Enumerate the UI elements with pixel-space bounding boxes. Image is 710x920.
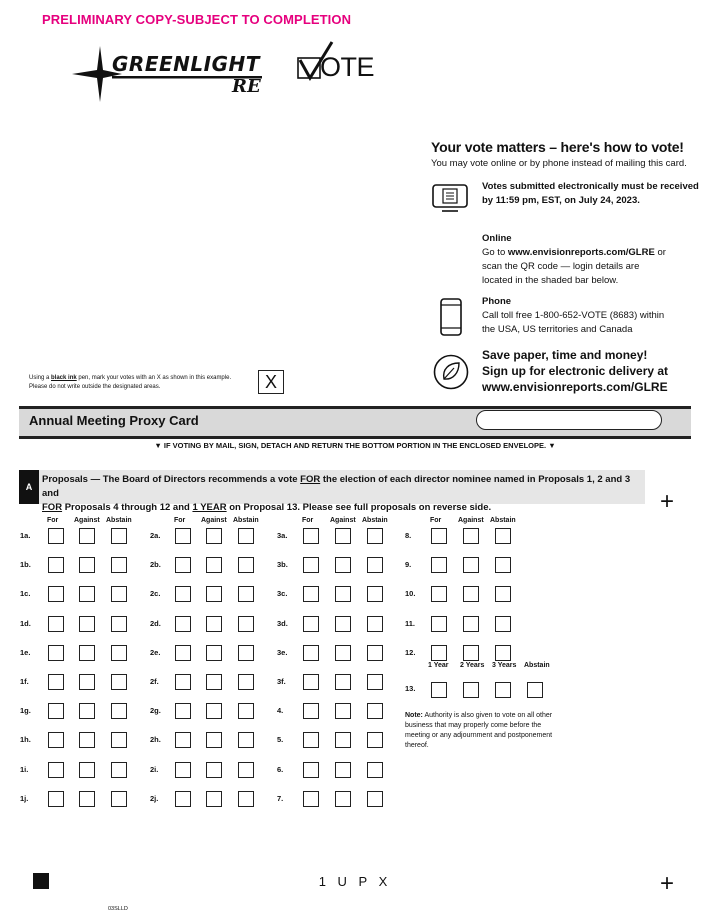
vote-abstain-checkbox[interactable]	[367, 645, 383, 661]
control-number-field	[476, 410, 662, 430]
electronic-delivery-promo: Save paper, time and money! Sign up for electronic delivery at www.envisionreports.com/GLRE	[482, 348, 669, 394]
vote-for-checkbox[interactable]	[48, 791, 64, 807]
vote-abstain-checkbox[interactable]	[238, 528, 254, 544]
vote-against-checkbox[interactable]	[79, 557, 95, 573]
vote-against-checkbox[interactable]	[335, 674, 351, 690]
proposal-label: 1b.	[20, 560, 31, 570]
vote-against-checkbox[interactable]	[335, 791, 351, 807]
proposal-label: 5.	[277, 735, 284, 745]
vote-abstain-checkbox[interactable]	[238, 732, 254, 748]
vote-abstain-checkbox[interactable]	[238, 674, 254, 690]
column-header-for: For	[47, 517, 59, 524]
vote-for-checkbox[interactable]	[303, 703, 319, 719]
vote-abstain-checkbox[interactable]	[238, 586, 254, 602]
frequency-2-years-checkbox[interactable]	[463, 682, 479, 698]
proposal-label: 3b.	[277, 560, 288, 570]
vote-abstain-checkbox[interactable]	[495, 616, 511, 632]
vote-for-checkbox[interactable]	[303, 674, 319, 690]
vote-abstain-checkbox[interactable]	[111, 616, 127, 632]
proposal-label: 1h.	[20, 735, 31, 745]
vote-against-checkbox[interactable]	[79, 791, 95, 807]
vote-abstain-checkbox[interactable]	[238, 703, 254, 719]
column-header-for: For	[430, 517, 442, 524]
vote-abstain-checkbox[interactable]	[238, 557, 254, 573]
vote-for-checkbox[interactable]	[175, 732, 191, 748]
electronic-delivery-url[interactable]: www.envisionreports.com/GLRE	[482, 380, 668, 394]
proposal-label: 13.	[405, 684, 416, 693]
column-header-against: Against	[458, 517, 484, 524]
proposal-label: 1d.	[20, 618, 31, 628]
column-header-abstain: Abstain	[490, 517, 516, 524]
vote-abstain-checkbox[interactable]	[495, 528, 511, 544]
vote-for-checkbox[interactable]	[175, 674, 191, 690]
proposal-label: 12.	[405, 647, 416, 657]
vote-against-checkbox[interactable]	[463, 557, 479, 573]
proposal-label: 1j.	[20, 793, 29, 803]
vote-logo-text: OTE	[320, 52, 375, 82]
vote-abstain-checkbox[interactable]	[367, 557, 383, 573]
vote-for-checkbox[interactable]	[48, 703, 64, 719]
vote-for-checkbox[interactable]	[303, 616, 319, 632]
proposal-label: 11.	[405, 618, 416, 628]
vote-abstain-checkbox[interactable]	[495, 586, 511, 602]
proposal-label: 2h.	[150, 735, 161, 745]
vote-for-checkbox[interactable]	[431, 528, 447, 544]
proposal-label: 1a.	[20, 531, 31, 540]
proposal-label: 1g.	[20, 706, 31, 716]
vote-matters-subheading: You may vote online or by phone instead of mailing this card.	[431, 158, 687, 169]
vote-abstain-checkbox[interactable]	[111, 732, 127, 748]
vote-against-checkbox[interactable]	[463, 616, 479, 632]
vote-for-checkbox[interactable]	[175, 645, 191, 661]
proposal-label: 2c.	[150, 589, 161, 599]
vote-for-checkbox[interactable]	[48, 616, 64, 632]
vote-against-checkbox[interactable]	[79, 586, 95, 602]
computer-icon	[432, 184, 468, 214]
vote-against-checkbox[interactable]	[335, 762, 351, 778]
column-header-abstain: Abstain	[106, 517, 132, 524]
vote-abstain-checkbox[interactable]	[367, 674, 383, 690]
column-header-abstain: Abstain	[233, 517, 259, 524]
example-mark: X	[264, 372, 277, 392]
proposal-label: 3d.	[277, 618, 288, 628]
proposal-label: 10.	[405, 589, 416, 599]
vote-for-checkbox[interactable]	[175, 616, 191, 632]
vote-for-checkbox[interactable]	[303, 586, 319, 602]
vote-against-checkbox[interactable]	[79, 528, 95, 544]
vote-abstain-checkbox[interactable]	[367, 528, 383, 544]
vote-abstain-checkbox[interactable]	[367, 703, 383, 719]
proposal-label: 8.	[405, 531, 412, 540]
online-url-link[interactable]: www.envisionreports.com/GLRE	[507, 247, 655, 258]
column-header-for: For	[174, 517, 186, 524]
column-header-against: Against	[330, 517, 356, 524]
vote-against-checkbox[interactable]	[335, 703, 351, 719]
proposal-label: 2b.	[150, 560, 161, 570]
vote-against-checkbox[interactable]	[206, 762, 222, 778]
vote-against-checkbox[interactable]	[79, 645, 95, 661]
deadline-text: Votes submitted electronically must be received by 11:59 pm, EST, on July 24, 2023.	[482, 181, 699, 206]
registration-mark-icon: +	[660, 870, 675, 897]
vote-for-checkbox[interactable]	[48, 674, 64, 690]
vote-for-checkbox[interactable]	[48, 586, 64, 602]
frequency-3-years-checkbox[interactable]	[495, 682, 511, 698]
proposal-label: 4.	[277, 706, 284, 716]
frequency-header-3-years: 3 Years	[492, 662, 517, 669]
proposal-label: 9.	[405, 560, 412, 570]
vote-for-checkbox[interactable]	[303, 645, 319, 661]
proposal-label: 2i.	[150, 764, 159, 774]
vote-against-checkbox[interactable]	[206, 557, 222, 573]
vote-against-checkbox[interactable]	[206, 791, 222, 807]
proposal-label: 3f.	[277, 677, 286, 686]
frequency-header-abstain: Abstain	[524, 662, 550, 669]
proposal-label: 2j.	[150, 793, 159, 803]
vote-for-checkbox[interactable]	[431, 586, 447, 602]
vote-against-checkbox[interactable]	[206, 616, 222, 632]
proposal-label: 6.	[277, 764, 284, 774]
preliminary-notice: PRELIMINARY COPY-SUBJECT TO COMPLETION	[42, 12, 352, 27]
marking-instructions: Using a black ink pen, mark your votes with an X as shown in this example. Please do not write outside the designated areas.	[29, 375, 232, 390]
phone-voting-instructions: Phone Call toll free 1-800-652-VOTE (8683) within the USA, US territories and Canada	[482, 296, 665, 335]
vote-for-checkbox[interactable]	[48, 557, 64, 573]
vote-against-checkbox[interactable]	[206, 732, 222, 748]
frequency-1-year-checkbox[interactable]	[431, 682, 447, 698]
leaf-icon	[433, 354, 469, 390]
vote-abstain-checkbox[interactable]	[367, 762, 383, 778]
form-code: 1 U P X	[318, 874, 392, 889]
vote-matters-heading: Your vote matters – here's how to vote!	[431, 139, 684, 155]
vote-for-checkbox[interactable]	[303, 791, 319, 807]
vote-abstain-checkbox[interactable]	[495, 557, 511, 573]
proposal-label: 1i.	[20, 764, 29, 774]
vote-abstain-checkbox[interactable]	[111, 528, 127, 544]
vote-against-checkbox[interactable]	[79, 674, 95, 690]
vote-abstain-checkbox[interactable]	[367, 586, 383, 602]
vote-for-checkbox[interactable]	[175, 557, 191, 573]
proposal-label: 1e.	[20, 647, 31, 657]
proposal-label: 2a.	[150, 531, 161, 540]
vote-for-checkbox[interactable]	[303, 528, 319, 544]
form-reference-code: 03SLLD	[108, 906, 128, 912]
vote-abstain-checkbox[interactable]	[238, 791, 254, 807]
vote-for-checkbox[interactable]	[175, 528, 191, 544]
authority-note: Note: Authority is also given to vote on all other business that may properly come before the meeting or any adjournment and postponement thereof.	[405, 712, 553, 749]
vote-for-checkbox[interactable]	[431, 645, 447, 661]
vote-abstain-checkbox[interactable]	[111, 645, 127, 661]
online-voting-instructions: Online Go to www.envisionreports.com/GLRE or scan the QR code — login details are located in the shaded bar below.	[482, 233, 666, 286]
company-logo-wordmark: GREENLIGHT	[112, 52, 260, 76]
vote-for-checkbox[interactable]	[175, 703, 191, 719]
vote-against-checkbox[interactable]	[335, 645, 351, 661]
vote-abstain-checkbox[interactable]	[238, 645, 254, 661]
column-header-abstain: Abstain	[362, 517, 388, 524]
vote-against-checkbox[interactable]	[206, 586, 222, 602]
vote-against-checkbox[interactable]	[335, 616, 351, 632]
vote-against-checkbox[interactable]	[335, 732, 351, 748]
vote-abstain-checkbox[interactable]	[111, 557, 127, 573]
vote-against-checkbox[interactable]	[335, 528, 351, 544]
vote-for-checkbox[interactable]	[48, 528, 64, 544]
vote-for-checkbox[interactable]	[175, 791, 191, 807]
phone-icon	[440, 298, 462, 336]
vote-abstain-checkbox[interactable]	[111, 762, 127, 778]
column-header-against: Against	[74, 517, 100, 524]
registration-mark-icon: +	[660, 488, 675, 515]
proposal-label: 1c.	[20, 589, 31, 599]
vote-for-checkbox[interactable]	[48, 732, 64, 748]
proposal-label: 3a.	[277, 531, 288, 540]
proposal-label: 1f.	[20, 677, 29, 686]
proxy-card-title: Annual Meeting Proxy Card	[29, 413, 199, 428]
vote-for-checkbox[interactable]	[48, 645, 64, 661]
vote-against-checkbox[interactable]	[463, 645, 479, 661]
vote-against-checkbox[interactable]	[79, 616, 95, 632]
vote-for-checkbox[interactable]	[303, 762, 319, 778]
vote-abstain-checkbox[interactable]	[367, 732, 383, 748]
vote-against-checkbox[interactable]	[79, 703, 95, 719]
vote-for-checkbox[interactable]	[431, 557, 447, 573]
frequency-header-1-year: 1 Year	[428, 662, 449, 669]
vote-against-checkbox[interactable]	[335, 557, 351, 573]
vote-against-checkbox[interactable]	[206, 645, 222, 661]
proposal-label: 7.	[277, 793, 284, 803]
section-a-description: Proposals — The Board of Directors recommends a vote FOR the election of each director nominee named in Proposals 1, 2 and 3 and FOR Proposals 4 through 12 and 1 YEAR on Proposal 13. Please see full proposals on reverse side.	[42, 474, 631, 513]
vote-abstain-checkbox[interactable]	[495, 645, 511, 661]
vote-abstain-checkbox[interactable]	[111, 586, 127, 602]
vote-abstain-checkbox[interactable]	[111, 674, 127, 690]
detach-instruction: ▼ IF VOTING BY MAIL, SIGN, DETACH AND RETURN THE BOTTOM PORTION IN THE ENCLOSED ENVELOPE. ▼	[154, 441, 556, 450]
frequency-header-2-years: 2 Years	[460, 662, 485, 669]
proposal-label: 2e.	[150, 647, 161, 657]
section-a-marker: A	[19, 470, 39, 504]
vote-for-checkbox[interactable]	[431, 616, 447, 632]
vote-abstain-checkbox[interactable]	[367, 616, 383, 632]
example-mark-box	[258, 370, 284, 394]
proposal-label: 3e.	[277, 647, 288, 657]
vote-against-checkbox[interactable]	[206, 674, 222, 690]
vote-against-checkbox[interactable]	[206, 703, 222, 719]
frequency-abstain-checkbox[interactable]	[527, 682, 543, 698]
vote-abstain-checkbox[interactable]	[367, 791, 383, 807]
proposal-label: 2g.	[150, 706, 161, 716]
proposal-label: 2d.	[150, 618, 161, 628]
vote-abstain-checkbox[interactable]	[238, 762, 254, 778]
vote-for-checkbox[interactable]	[175, 762, 191, 778]
vote-against-checkbox[interactable]	[79, 762, 95, 778]
column-header-against: Against	[201, 517, 227, 524]
vote-against-checkbox[interactable]	[335, 586, 351, 602]
vote-abstain-checkbox[interactable]	[238, 616, 254, 632]
vote-against-checkbox[interactable]	[79, 732, 95, 748]
vote-against-checkbox[interactable]	[463, 586, 479, 602]
proposal-label: 2f.	[150, 677, 159, 686]
vote-against-checkbox[interactable]	[206, 528, 222, 544]
vote-for-checkbox[interactable]	[303, 732, 319, 748]
vote-for-checkbox[interactable]	[48, 762, 64, 778]
company-logo-suffix: RE	[232, 76, 261, 97]
vote-for-checkbox[interactable]	[175, 586, 191, 602]
vote-abstain-checkbox[interactable]	[111, 703, 127, 719]
proposal-label: 3c.	[277, 589, 288, 599]
vote-against-checkbox[interactable]	[463, 528, 479, 544]
vote-for-checkbox[interactable]	[303, 557, 319, 573]
vote-abstain-checkbox[interactable]	[111, 791, 127, 807]
column-header-for: For	[302, 517, 314, 524]
